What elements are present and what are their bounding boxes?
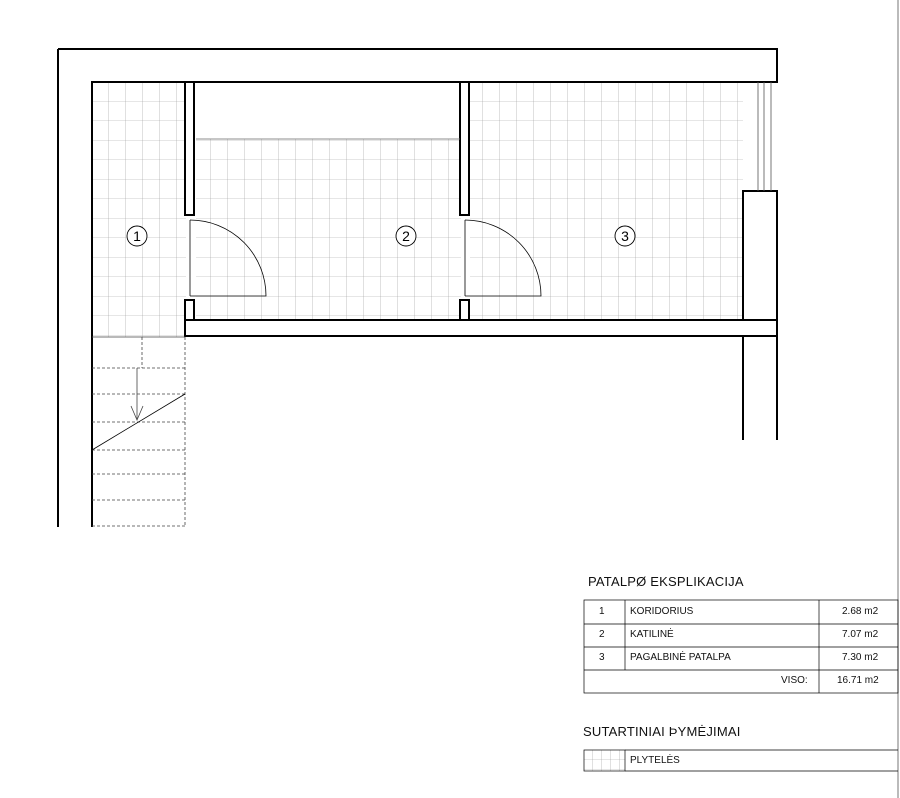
window-opening <box>758 82 771 191</box>
room-marker-3 <box>615 226 635 246</box>
right-wall-lower <box>743 336 777 440</box>
row-2-name: KATILINĖ <box>630 629 674 640</box>
stair-break-line <box>92 394 185 450</box>
room-marker-1 <box>127 226 147 246</box>
room-number-3: 3 <box>621 228 629 244</box>
stairs <box>92 337 185 527</box>
tile-legend-swatch <box>584 750 625 771</box>
bottom-wall <box>185 320 777 336</box>
row-3-number: 3 <box>599 652 605 663</box>
wall-2-3-upper <box>460 82 469 215</box>
right-pier <box>743 191 777 320</box>
row-2-area: 7.07 m2 <box>842 629 879 640</box>
row-3-area: 7.30 m2 <box>842 652 879 663</box>
row-1-name: KORIDORIUS <box>630 606 694 617</box>
total-area: 16.71 m2 <box>837 675 879 686</box>
room-number-1: 1 <box>133 228 141 244</box>
explication-title: PATALPØ EKSPLIKACIJA <box>588 574 744 589</box>
wall-2-3-lower <box>460 300 469 320</box>
room-number-2: 2 <box>402 228 410 244</box>
room-marker-2 <box>396 226 416 246</box>
row-3-name: PAGALBINĖ PATALPA <box>630 652 731 663</box>
legend-item-label: PLYTELĖS <box>630 755 680 766</box>
row-1-area: 2.68 m2 <box>842 606 879 617</box>
wall-1-2-upper <box>185 82 194 215</box>
wall-1-2-lower <box>185 300 194 320</box>
total-label: VISO: <box>781 675 808 686</box>
legend-title: SUTARTINIAI ÞYMĖJIMAI <box>583 724 741 739</box>
row-2-number: 2 <box>599 629 605 640</box>
row-1-number: 1 <box>599 606 605 617</box>
